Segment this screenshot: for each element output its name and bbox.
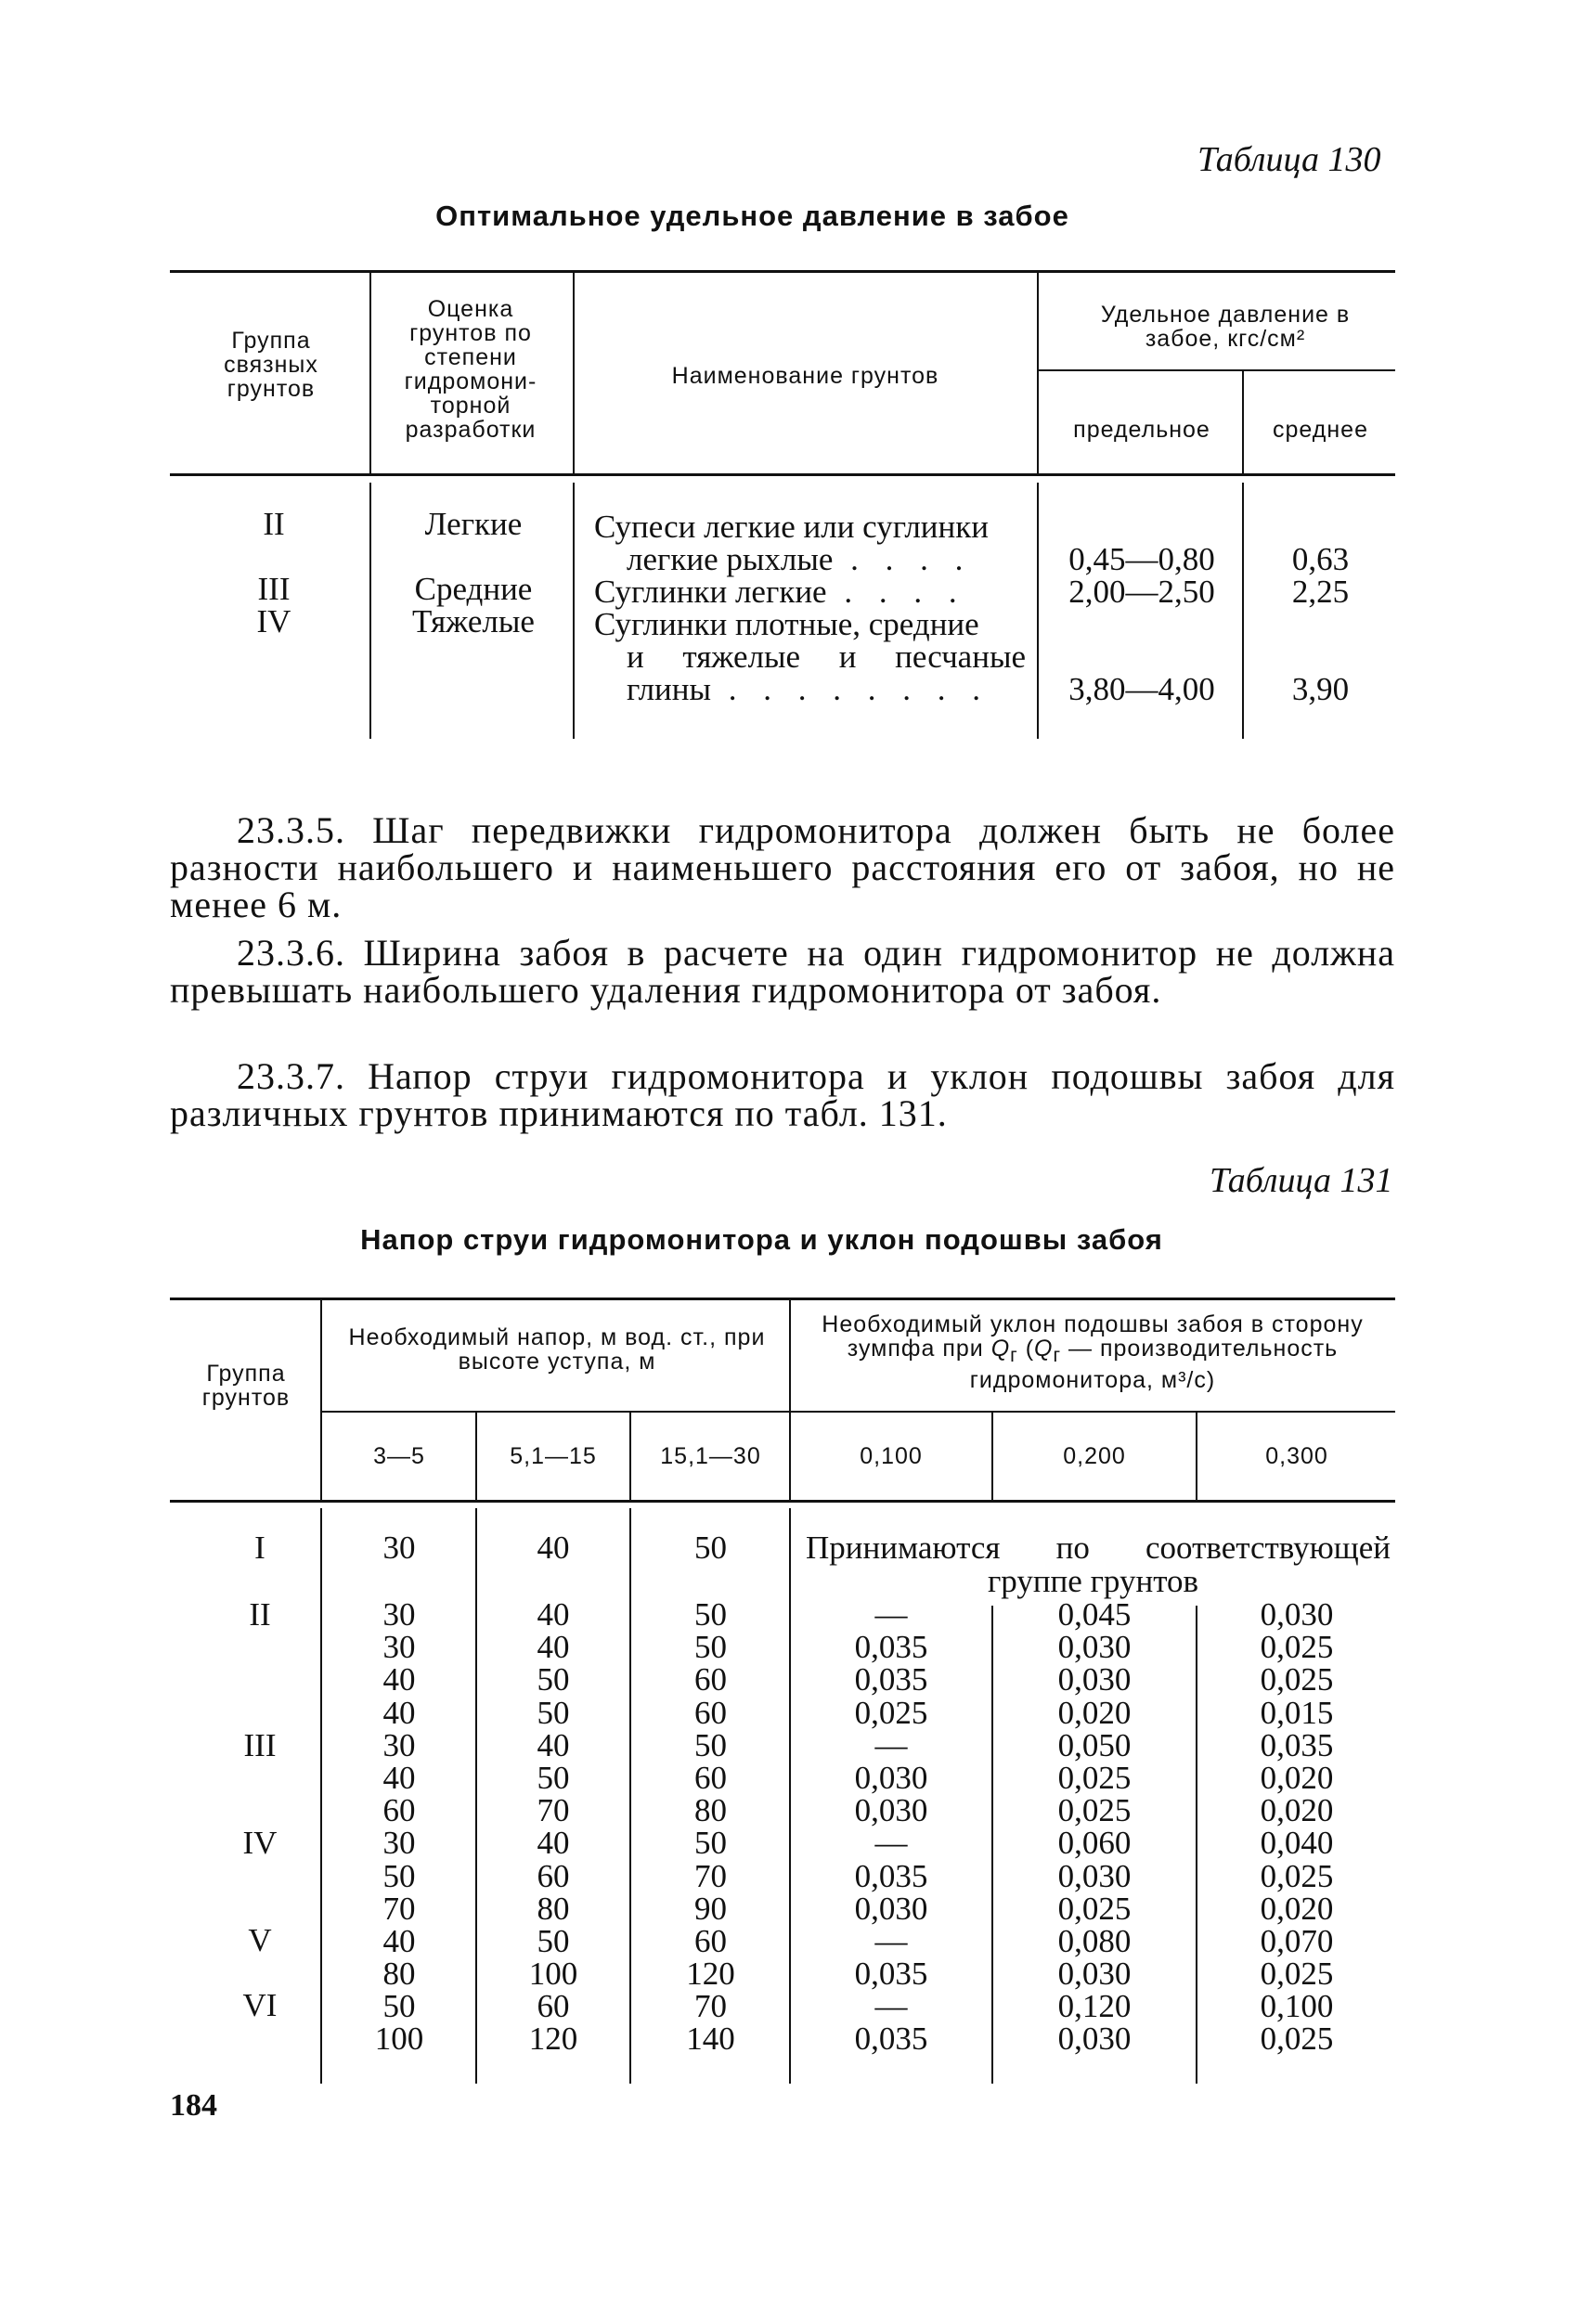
table-130-cell-name: Суглинки плотные, средние	[594, 606, 979, 642]
table-cell: 50	[537, 1759, 570, 1796]
leader-dots: . . . .	[826, 574, 966, 610]
table-131-header-h1: 3—5	[373, 1443, 425, 1469]
table-cell: 60	[537, 1988, 570, 2025]
table-cell: 40	[382, 1759, 416, 1796]
table-131-col-q2	[995, 1598, 1194, 2056]
table-cell: 0,120	[1057, 1988, 1132, 2025]
table-130-title: Оптимальное удельное давление в забое	[435, 200, 1069, 232]
table-131-note-line1: Принимаются по соответствующей	[806, 1530, 1391, 1566]
table-131-top-rule	[170, 1298, 1395, 1300]
table-cell: 60	[694, 1661, 727, 1698]
table-cell: 30	[382, 1825, 416, 1862]
table-131-header-slope: Необходимый уклон подошвы забоя в сторону зумпфа при $Q_г$ ($Q_г$ — производительность гидромонитора, м³/с)	[822, 1311, 1364, 1393]
table-131-col-q3	[1199, 1598, 1394, 2056]
table-130-header-limit: предельное	[1073, 417, 1210, 443]
table-cell: 30	[382, 1596, 416, 1633]
table-cell: —	[874, 1596, 908, 1633]
table-131-vrule	[991, 1413, 993, 1500]
table-131-col-h3	[634, 1598, 787, 2056]
table-131-col-h2	[479, 1598, 628, 2056]
table-cell: 0,030	[854, 1890, 928, 1927]
table-cell: 60	[382, 1792, 416, 1829]
table-130-name-text: Суглинки легкие	[594, 574, 827, 610]
table-131-first-h1: 30	[382, 1530, 416, 1566]
table-cell: 0,040	[1260, 1825, 1334, 1862]
table-130-vrule	[573, 483, 575, 739]
table-cell: 0,100	[1260, 1988, 1334, 2025]
table-130-cell-group: III	[257, 571, 291, 607]
table-cell: 0,020	[1260, 1759, 1334, 1796]
table-cell: 50	[382, 1988, 416, 2025]
table-131-vrule	[1196, 1413, 1197, 1500]
table-cell: 100	[374, 2021, 424, 2058]
table-cell: 0,035	[854, 1857, 928, 1894]
table-130-cell-group: IV	[256, 603, 291, 639]
table-131-header-rule	[170, 1500, 1395, 1503]
table-131-header-h3: 15,1—30	[660, 1443, 761, 1469]
table-cell: 0,035	[854, 1956, 928, 1993]
table-cell: 50	[537, 1922, 570, 1959]
table-131-group-label: III	[243, 1727, 277, 1763]
table-cell: 70	[694, 1988, 727, 2025]
table-131-vrule	[320, 1300, 322, 1500]
table-cell: 50	[694, 1629, 727, 1666]
table-cell: 70	[537, 1792, 570, 1829]
table-cell: 0,030	[1057, 1857, 1132, 1894]
table-cell: 100	[528, 1956, 578, 1993]
table-131-vrule	[629, 1508, 631, 2084]
table-cell: 0,015	[1260, 1694, 1334, 1731]
table-cell: 60	[694, 1759, 727, 1796]
table-130-vrule	[1037, 273, 1039, 473]
table-130-cell-name	[627, 543, 1026, 575]
table-cell: 0,030	[1057, 1956, 1132, 1993]
table-130-cell-average: 3,90	[1291, 671, 1350, 707]
table-cell: 30	[382, 1726, 416, 1763]
table-cell: 40	[537, 1596, 570, 1633]
table-cell: 40	[537, 1825, 570, 1862]
table-cell: 0,035	[1260, 1726, 1334, 1763]
table-131-header-sub-rule	[320, 1411, 1395, 1413]
table-130-header-pressure: Удельное давление в забое, кгс/см²	[1100, 302, 1351, 352]
table-cell: 0,025	[1057, 1759, 1132, 1796]
table-cell: 0,030	[854, 1792, 928, 1829]
table-cell: 0,025	[1260, 1629, 1334, 1666]
table-cell: 90	[694, 1890, 727, 1927]
table-cell: 0,025	[1260, 1956, 1334, 1993]
table-cell: 0,045	[1057, 1596, 1132, 1633]
table-130-cell-name: Супеси легкие или суглинки	[594, 509, 989, 545]
table-130-caption: Таблица 130	[1197, 140, 1381, 179]
table-130-cell-name: и тяжелые и песчаные	[627, 639, 1026, 675]
table-cell: 0,020	[1057, 1694, 1132, 1731]
table-cell: 0,025	[1260, 1661, 1334, 1698]
table-cell: 0,030	[1057, 1661, 1132, 1698]
table-cell: 0,030	[854, 1759, 928, 1796]
table-130-header-name: Наименование грунтов	[671, 363, 939, 389]
table-130-vrule	[369, 483, 371, 739]
table-cell: 140	[686, 2021, 735, 2058]
table-131-group-label: I	[254, 1530, 265, 1566]
table-cell: 60	[537, 1857, 570, 1894]
table-cell: 0,035	[854, 1661, 928, 1698]
table-cell: 0,025	[1260, 1857, 1334, 1894]
table-131-col-q1	[794, 1598, 989, 2056]
table-130-vrule	[1242, 371, 1244, 473]
table-130-vrule	[369, 273, 371, 473]
table-cell: 50	[694, 1726, 727, 1763]
table-131-header-q1: 0,100	[860, 1443, 923, 1469]
table-131-group-label: VI	[242, 1987, 278, 2023]
table-130-header-group: Группа связных грунтов	[224, 328, 318, 402]
table-cell: 60	[694, 1694, 727, 1731]
table-cell: 0,030	[1260, 1596, 1334, 1633]
table-130-cell-name	[627, 673, 1026, 705]
table-cell: —	[874, 1726, 908, 1763]
table-131-vrule	[475, 1413, 477, 1500]
table-131-group-label: V	[248, 1922, 272, 1958]
table-130-vrule	[1242, 483, 1244, 739]
table-131-note-line2: группе грунтов	[987, 1563, 1199, 1599]
table-131-vrule	[789, 1300, 791, 1500]
table-130-cell-name	[594, 575, 1021, 608]
table-131-group-label: II	[249, 1596, 271, 1633]
paragraph-23-3-6: 23.3.6. Ширина забоя в расчете на один гидромонитор не должна превышать наибольшего удаления гидромонитора от забоя.	[170, 932, 1395, 1011]
leader-dots: . . . . . . . .	[711, 671, 990, 707]
table-cell: 0,050	[1057, 1726, 1132, 1763]
table-cell: 0,035	[854, 2021, 928, 2058]
table-131-vrule	[320, 1508, 322, 2084]
table-cell: 0,020	[1260, 1792, 1334, 1829]
table-cell: 120	[686, 1956, 735, 1993]
table-cell: 0,025	[854, 1694, 928, 1731]
table-130-cell-limit: 0,45—0,80	[1068, 541, 1215, 577]
page-number: 184	[170, 2088, 217, 2123]
table-cell: 80	[382, 1956, 416, 1993]
table-cell: 0,025	[1057, 1792, 1132, 1829]
table-131-group-label: IV	[242, 1825, 278, 1861]
table-130-header-average: среднее	[1273, 417, 1368, 443]
table-131-col-h1	[325, 1598, 473, 2056]
table-131-header-q2: 0,200	[1063, 1443, 1126, 1469]
table-cell: 0,025	[1260, 2021, 1334, 2058]
table-131-header-group: Группа грунтов	[201, 1361, 291, 1411]
table-130-header-sub-rule	[1037, 369, 1395, 371]
table-130-cell-limit: 2,00—2,50	[1068, 574, 1215, 610]
table-130-cell-assessment: Легкие	[424, 506, 523, 542]
table-cell: —	[874, 1825, 908, 1862]
table-cell: 0,020	[1260, 1890, 1334, 1927]
table-cell: 0,035	[854, 1629, 928, 1666]
table-131-header-head: Необходимый напор, м вод. ст., при высоте уступа, м	[348, 1324, 766, 1375]
table-130-cell-average: 0,63	[1291, 541, 1350, 577]
table-cell: 70	[694, 1857, 727, 1894]
table-cell: —	[874, 1988, 908, 2025]
table-131-vrule	[789, 1508, 791, 2084]
table-cell: 50	[694, 1825, 727, 1862]
table-130-cell-assessment: Средние	[414, 571, 533, 607]
table-130-header-assessment: Оценка грунтов по степени гидромони-торной разработки	[404, 296, 537, 443]
leader-dots: . . . .	[833, 541, 973, 577]
table-cell: 0,080	[1057, 1922, 1132, 1959]
table-cell: 0,025	[1057, 1890, 1132, 1927]
table-cell: 40	[537, 1726, 570, 1763]
table-cell: 0,070	[1260, 1922, 1334, 1959]
table-cell: —	[874, 1922, 908, 1959]
table-131-caption: Таблица 131	[1210, 1161, 1393, 1200]
table-131-vrule	[1196, 1606, 1197, 2084]
table-cell: 0,030	[1057, 2021, 1132, 2058]
table-cell: 40	[382, 1661, 416, 1698]
table-cell: 80	[537, 1890, 570, 1927]
table-cell: 0,060	[1057, 1825, 1132, 1862]
table-cell: 120	[528, 2021, 578, 2058]
table-cell: 30	[382, 1629, 416, 1666]
table-130-cell-group: II	[263, 506, 285, 542]
table-131-header-q3: 0,300	[1265, 1443, 1328, 1469]
paragraph-23-3-7: 23.3.7. Напор струи гидромонитора и уклон подошвы забоя для различных грунтов принимаются по табл. 131.	[170, 1055, 1395, 1134]
table-131-first-h2: 40	[537, 1530, 570, 1566]
table-130-name-text: легкие рыхлые	[627, 541, 834, 577]
table-130-cell-limit: 3,80—4,00	[1068, 671, 1215, 707]
table-131-vrule	[475, 1508, 477, 2084]
table-130-cell-average: 2,25	[1291, 574, 1350, 610]
table-cell: 50	[694, 1596, 727, 1633]
table-cell: 40	[537, 1629, 570, 1666]
table-131-first-h3: 50	[694, 1530, 727, 1566]
table-130-cell-assessment: Тяжелые	[412, 603, 535, 639]
table-131-title: Напор струи гидромонитора и уклон подошвы забоя	[360, 1223, 1163, 1256]
table-cell: 40	[382, 1922, 416, 1959]
table-cell: 70	[382, 1890, 416, 1927]
table-130-name-text: глины	[627, 671, 712, 707]
table-cell: 50	[382, 1857, 416, 1894]
table-cell: 0,030	[1057, 1629, 1132, 1666]
table-130-top-rule	[170, 270, 1395, 273]
table-130-vrule	[1037, 483, 1039, 739]
table-cell: 40	[382, 1694, 416, 1731]
paragraph-23-3-5: 23.3.5. Шаг передвижки гидромонитора должен быть не более разности наибольшего и наименьшего расстояния его от забоя, но не менее 6 м.	[170, 809, 1395, 925]
table-131-header-h2: 5,1—15	[510, 1443, 597, 1469]
table-cell: 60	[694, 1922, 727, 1959]
table-cell: 50	[537, 1694, 570, 1731]
table-cell: 50	[537, 1661, 570, 1698]
table-cell: 80	[694, 1792, 727, 1829]
table-131-vrule	[629, 1413, 631, 1500]
table-130-header-rule	[170, 473, 1395, 476]
table-130-vrule	[573, 273, 575, 473]
table-131-vrule	[991, 1606, 993, 2084]
